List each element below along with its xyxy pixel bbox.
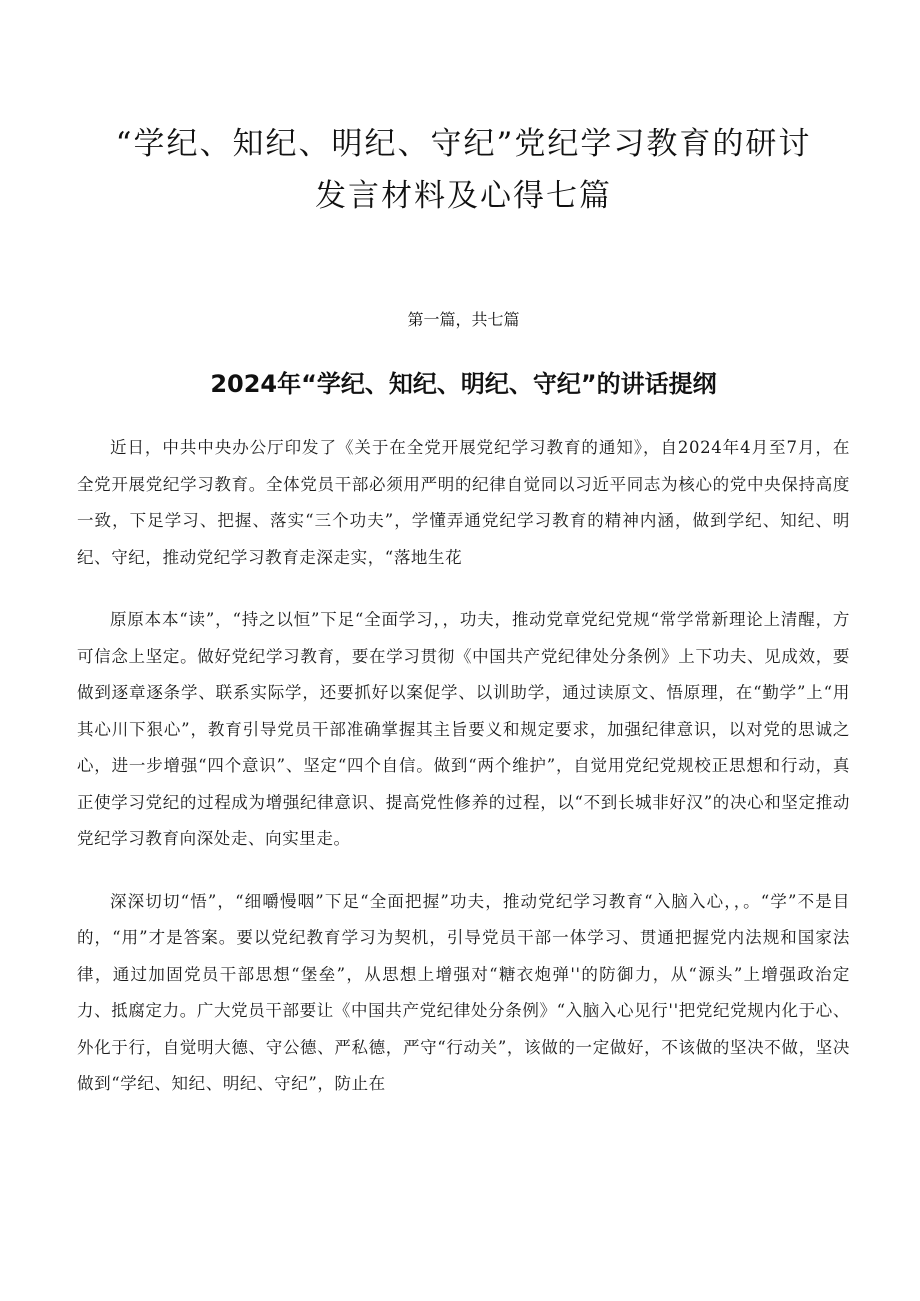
section-title: 2024年“学纪、知纪、明纪、守纪”的讲话提纲 <box>210 370 717 398</box>
paragraph-2: 原原本本“读”，“持之以恒”下足“全面学习，，功夫，推动党章党纪党规“常学常新理论上清醒，方可信念上坚定。做好党纪学习教育，要在学习贯彻《中国共产党纪律处分条例》上下功夫、见成效，要做到逐章逐条学、联系实际学，还要抓好以案促学、以训助学，通过读原文、悟原理，在“勤学”上“用其心川下狠心”，教育引导党员干部准确掌握其主旨要义和规定要求，加强纪律意识，以对党的思诚之心，进一步增强“四个意识”、坚定“四个自信。做到“两个维护”，自觉用党纪党规校正思想和行动，真正使学习党纪的过程成为增强纪律意识、提高党性修养的过程，以“不到长城非好汉”的决心和坚定推动党纪学习教育向深处走、向实里走。 <box>77 610 850 848</box>
paragraph-1: 近日，中共中央办公厅印发了《关于在全党开展党纪学习教育的通知》，自2024年4月至7月，在全党开展党纪学习教育。全体党员干部必须用严明的纪律自觉同以习近平同志为核心的党中央保持高度一致，下足学习、把握、落实“三个功夫”，学懂弄通党纪学习教育的精神内涵，做到学纪、知纪、明纪、守纪，推动党纪学习教育走深走实，“落地生花 <box>77 438 850 567</box>
document-title-line-2: 发言材料及心得七篇 <box>315 178 612 214</box>
paragraph-3: 深深切切“悟”，“细嚼慢咽”下足“全面把握”功夫，推动党纪学习教育“入脑入心，，。“学”不是目的，“用”才是答案。要以党纪教育学习为契机，引导党员干部一体学习、贯通把握党内法规和国家法律，通过加固党员干部思想“堡垒”，从思想上增强对“糖衣炮弹''的防御力，从“源头”上增强政治定力、抵腐定力。广大党员干部要让《中国共产党纪律处分条例》“入脑入心见行''把党纪党规内化于心、外化于行，自觉明大德、守公德、严私德，严守“行动关”，该做的一定做好，不该做的坚决不做，坚决做到“学纪、知纪、明纪、守纪”，防止在 <box>77 891 850 1093</box>
section-number: 第一篇，共七篇 <box>407 310 520 329</box>
document-title <box>77 118 850 222</box>
document-title-line-1: “学纪、知纪、明纪、守纪”党纪学习教育的研讨 <box>115 126 812 162</box>
